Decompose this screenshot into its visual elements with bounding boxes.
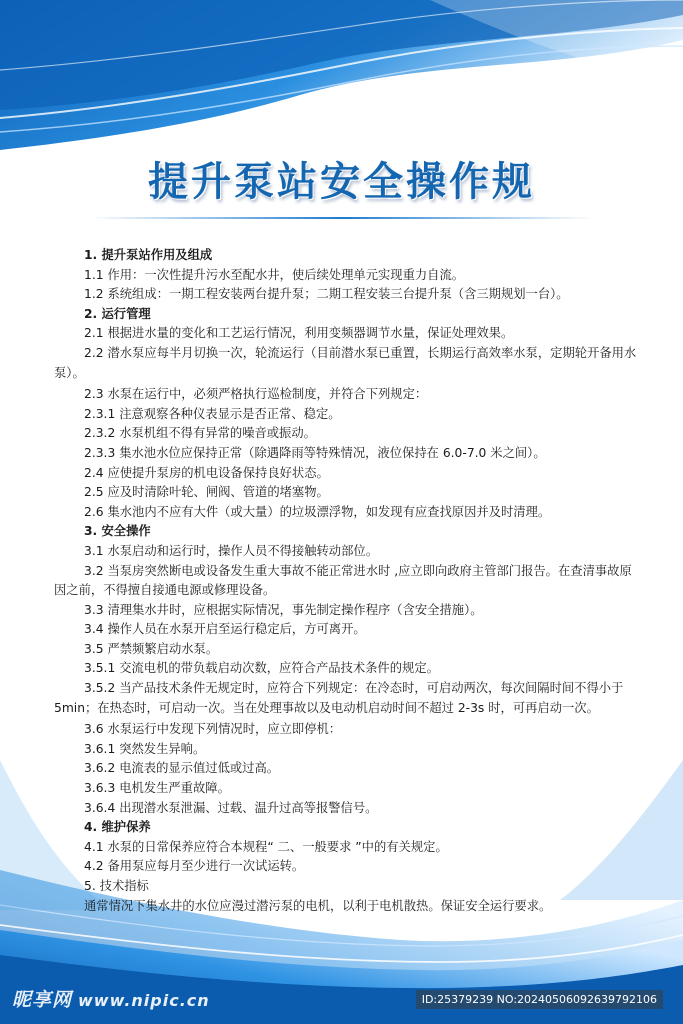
clause-text: 3.1 水泵启动和运行时，操作人员不得接触转动部位。 xyxy=(84,543,378,558)
clause-text: 2.5 应及时清除叶轮、闸阀、管道的堵塞物。 xyxy=(84,485,329,500)
clause-text: 3.2 当泵房突然断电或设备发生重大事故不能正常进水时 ,应立即向政府主管部门报告。在查清事故原因之前，不得擅自接通电源或修理设备。 xyxy=(54,563,632,598)
section-heading: 4. 维护保养 xyxy=(84,820,151,835)
clause-text: 3.5.2 当产品技术条件无规定时，应符合下列规定：在冷态时，可启动两次，每次间隔时间不得小于 5min；在热态时，可启动一次。当在处理事故以及电动机启动时间不超过 2-3s 时，可再启动一次。 xyxy=(54,681,624,715)
clause-text: 通常情况下集水井的水位应漫过潜污泵的电机，以利于电机散热。保证安全运行要求。 xyxy=(84,898,552,913)
clause-text: 4.1 水泵的日常保养应符合本规程“ 二、一般要求 ”中的有关规定。 xyxy=(84,839,448,854)
section-heading: 1. 提升泵站作用及组成 xyxy=(84,248,213,262)
clause-text: 3.6.1 突然发生异响。 xyxy=(84,741,206,756)
regulation-body xyxy=(54,246,638,916)
site-name: 昵享网 xyxy=(12,989,73,1011)
clause-text: 4.2 备用泵应每月至少进行一次试运转。 xyxy=(84,859,305,874)
clause-text: 3.5 严禁频繁启动水泵。 xyxy=(84,641,219,656)
section-heading: 2. 运行管理 xyxy=(84,306,151,321)
clause-text: 3.6.3 电机发生严重故障。 xyxy=(84,781,230,796)
clause-text: 2.3.3 集水池水位应保持正常（除遇降雨等特殊情况，液位保持在 6.0-7.0 米之间）。 xyxy=(84,445,546,460)
clause-text: 3.5.1 交流电机的带负载启动次数，应符合产品技术条件的规定。 xyxy=(84,661,439,676)
site-url: www.nipic.cn xyxy=(78,991,210,1010)
clause-text: 5. 技术指标 xyxy=(84,879,149,893)
clause-text: 3.6 水泵运行中发现下列情况时，应立即停机： xyxy=(84,722,342,737)
section-heading: 3. 安全操作 xyxy=(84,524,151,539)
clause-text: 1.1 作用：一次性提升污水至配水井，使后续处理单元实现重力自流。 xyxy=(84,267,465,282)
clause-text: 3.3 清理集水井时，应根据实际情况，事先制定操作程序（含安全措施）。 xyxy=(84,602,483,617)
clause-text: 1.2 系统组成：一期工程安装两台提升泵；二期工程安装三台提升泵（含三期规划一台）。 xyxy=(84,287,569,302)
clause-text: 2.1 根据进水量的变化和工艺运行情况，利用变频器调节水量，保证处理效果。 xyxy=(84,326,514,341)
clause-text: 2.3.2 水泵机组不得有异常的噪音或振动。 xyxy=(84,426,316,441)
clause-text: 2.3 水泵在运行中，必须严格执行巡检制度，并符合下列规定： xyxy=(84,387,428,402)
title-underline xyxy=(90,214,593,222)
clause-text: 2.2 潜水泵应每半月切换一次，轮流运行（目前潜水泵已重置，长期运行高效率水泵，定期轮开备用水泵）。 xyxy=(54,345,637,380)
clause-text: 3.6.4 出现潜水泵泄漏、过载、温升过高等报警信号。 xyxy=(84,800,378,815)
page-title: 提升泵站安全操作规 xyxy=(148,159,535,205)
site-watermark xyxy=(12,985,210,1012)
clause-text: 3.6.2 电流表的显示值过低或过高。 xyxy=(84,761,280,776)
image-id-watermark: ID:25379239 NO:20240506092639792106 xyxy=(416,990,663,1009)
clause-text: 3.4 操作人员在水泵开启至运行稳定后，方可离开。 xyxy=(84,622,366,637)
clause-text: 2.3.1 注意观察各种仪表显示是否正常、稳定。 xyxy=(84,406,341,421)
clause-text: 2.4 应使提升泵房的机电设备保持良好状态。 xyxy=(84,465,329,480)
clause-text: 2.6 集水池内不应有大件（或大量）的垃圾漂浮物，如发现有应查找原因并及时清理。 xyxy=(84,504,551,519)
